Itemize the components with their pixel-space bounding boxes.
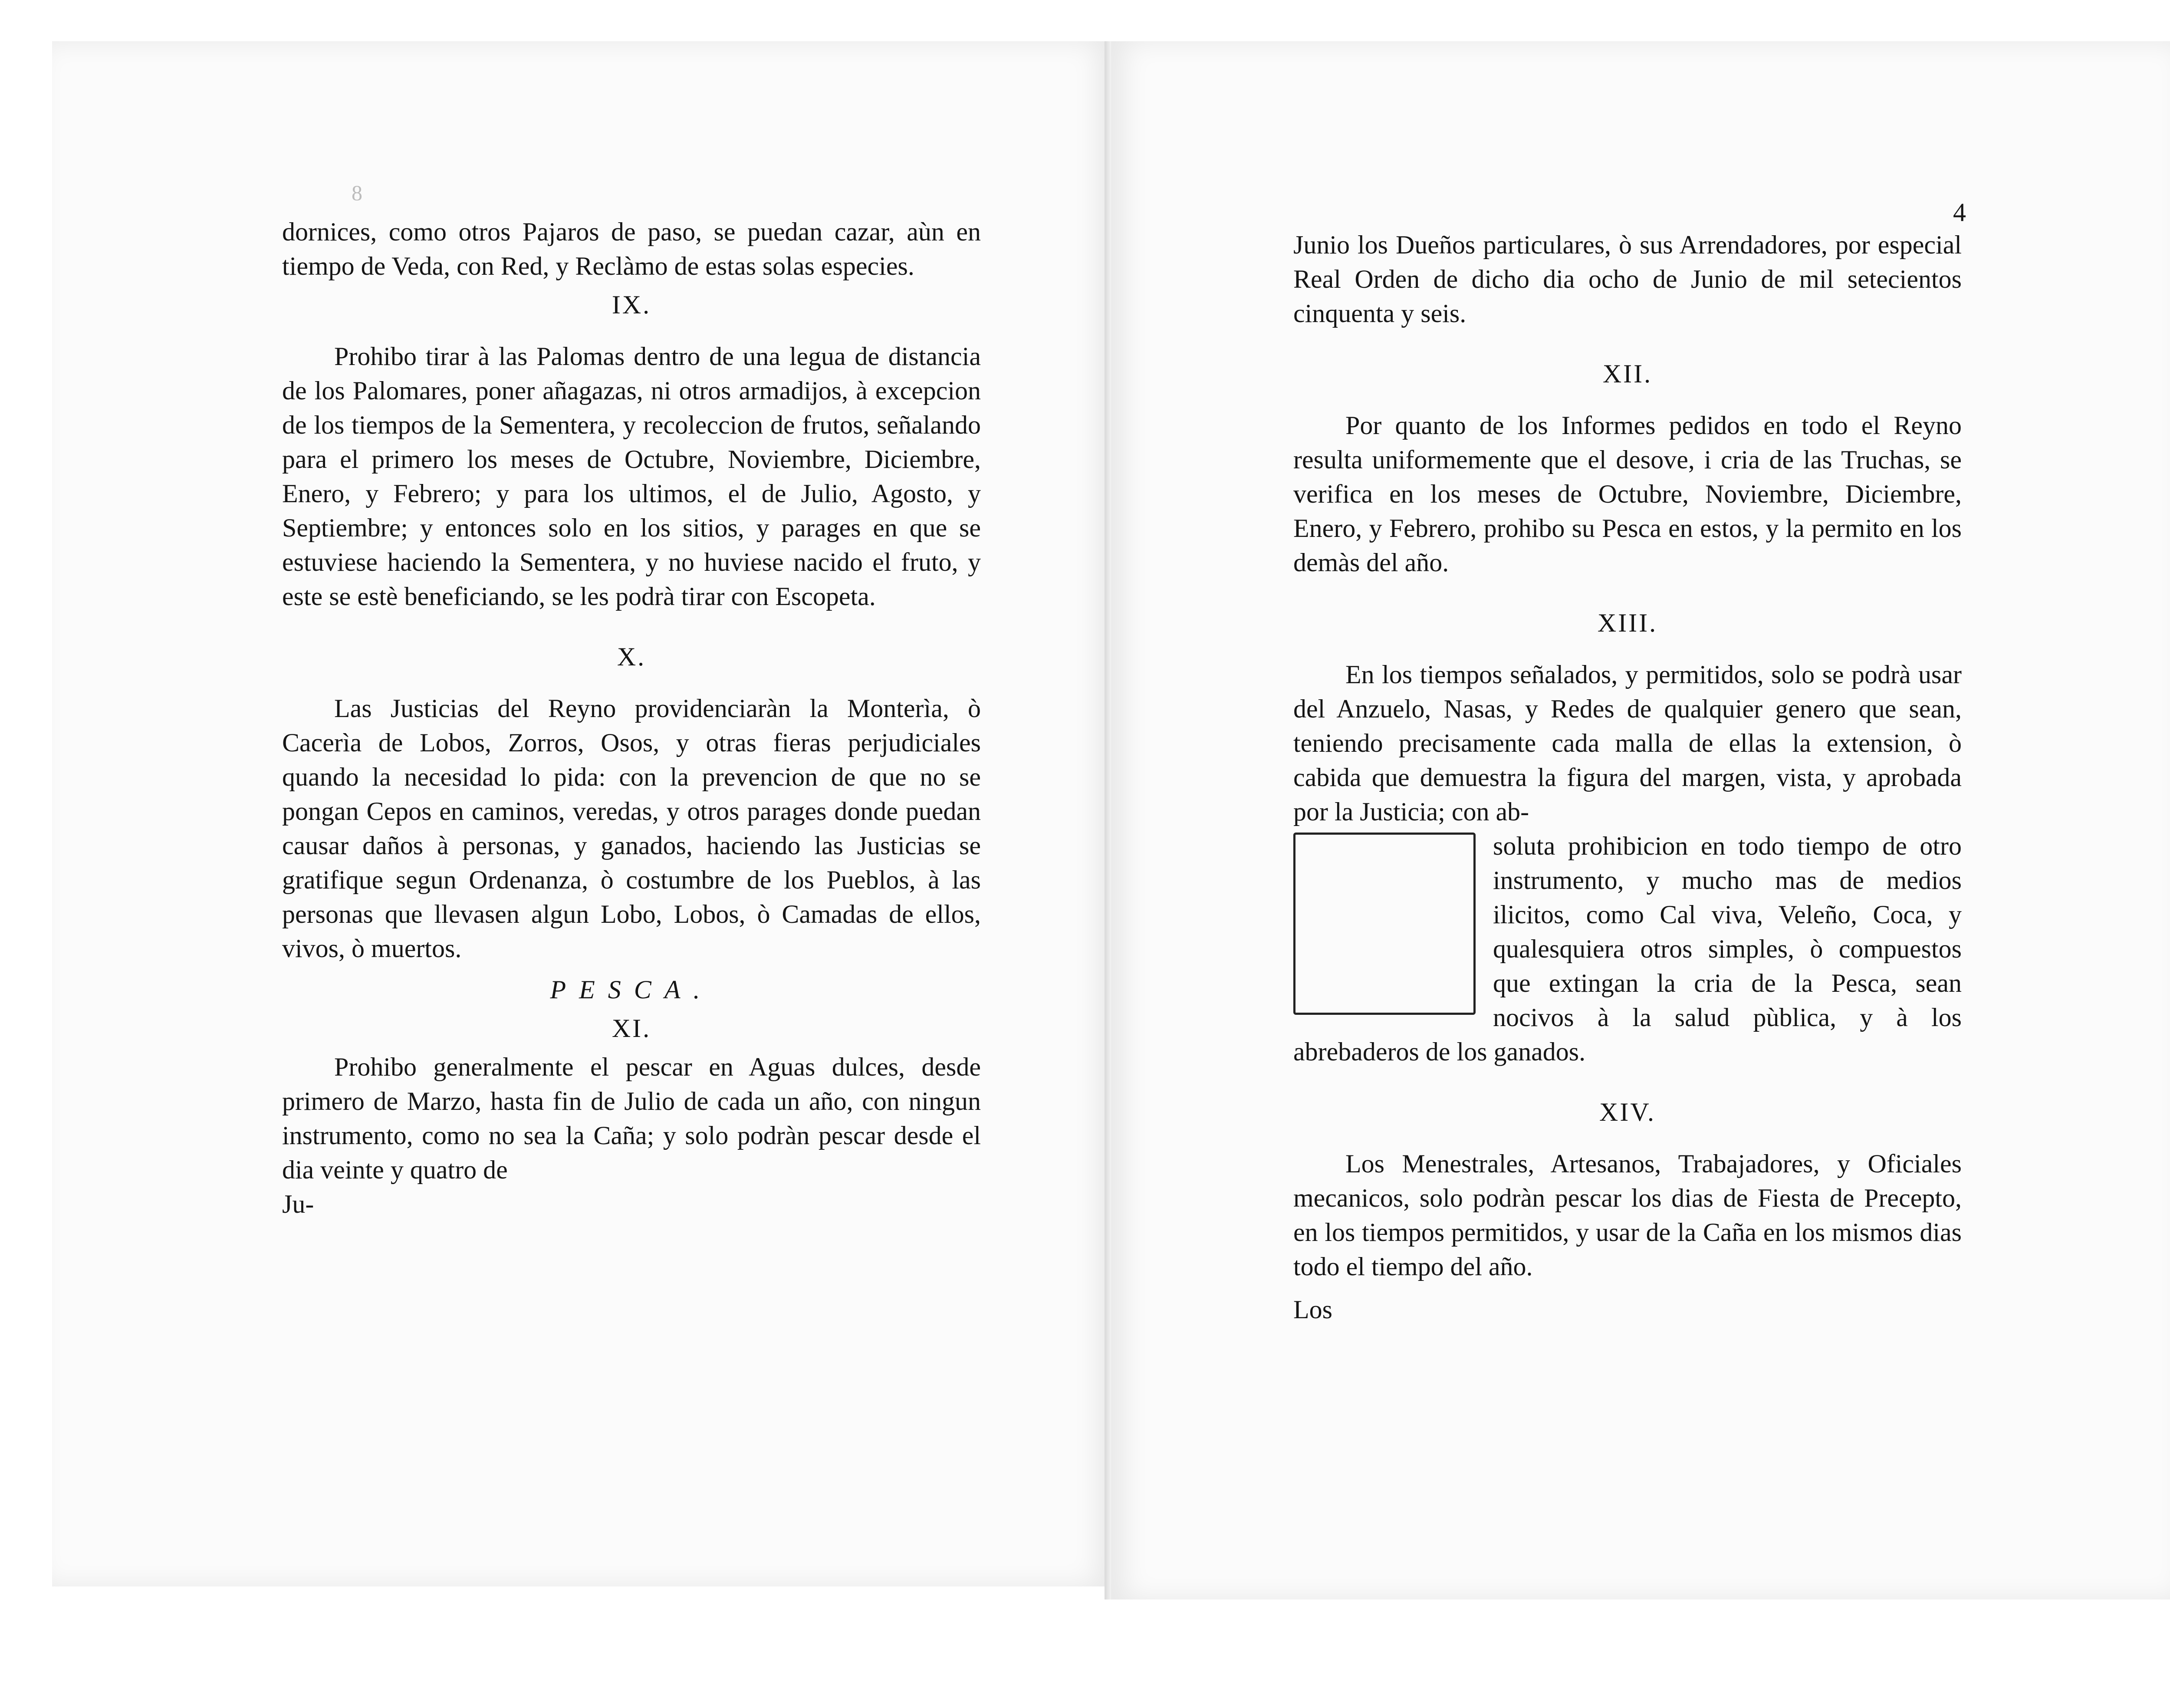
right-page-number: 4 <box>1953 198 1966 227</box>
section-xiii-text-continued: soluta prohibicion en todo tiempo de otro instrumento, y mucho mas de medios ilicitos, como Cal viva, Veleño, Coca, y qualesquiera otros simples, ò compuestos que extingan la cria de la Pesca, sean nocivos à la salud pùblica, y à los abrebaderos de los ganados. <box>1293 832 1962 1066</box>
section-ix-heading: IX. <box>612 290 651 319</box>
section-x-text: Las Justicias del Reyno providenciaràn la Monterìa, ò Cacerìa de Lobos, Zorros, Osos, y otras fieras perjudiciales quando la necesidad lo pida: con la prevencion de que no se pongan Cepos en caminos, veredas, y otros parages donde puedan causar daños à personas, y ganados, haciendo las Justicias se gratifique segun Ordenanza, ò costumbre de los Pueblos, à las personas que llevasen algun Lobo, Lobos, ò Camadas de ellos, vivos, ò muertos. <box>282 694 981 963</box>
left-page-text <box>282 215 981 1221</box>
left-page <box>52 41 1111 1586</box>
section-x-heading: X. <box>617 642 646 671</box>
section-xiv-heading: XIV. <box>1599 1098 1656 1126</box>
right-continuation: Junio los Dueños particulares, ò sus Arrendadores, por especial Real Orden de dicho dia ocho de Junio de mil setecientos cinquenta y seis. <box>1293 230 1962 328</box>
pesca-title: PESCA. <box>550 975 713 1004</box>
right-page <box>1111 41 2170 1599</box>
section-xii-heading: XII. <box>1602 359 1653 388</box>
left-continuation: dornices, como otros Pajaros de paso, se puedan cazar, aùn en tiempo de Veda, con Red, y Reclàmo de estas solas especies. <box>282 217 981 280</box>
right-catchword: Los <box>1293 1295 1332 1324</box>
section-xi-text: Prohibo generalmente el pescar en Aguas dulces, desde primero de Marzo, hasta fin de Julio de cada un año, con ningun instrumento, como no sea la Caña; y solo podràn pescar desde el dia veinte y quatro de <box>282 1053 981 1184</box>
section-xiii-text: En los tiempos señalados, y permitidos, solo se podrà usar del Anzuelo, Nasas, y Redes de qualquier genero que sean, teniendo precisamente cada malla de ellas la extension, ò cabida que demuestra la figura del margen, vista, y aprobada por la Justicia; con ab- <box>1293 660 1962 826</box>
section-xiv-text: Los Menestrales, Artesanos, Trabajadores, y Oficiales mecanicos, solo podràn pescar los dias de Fiesta de Precepto, en los tiempos permitidos, y usar de la Caña en los mismos dias todo el tiempo del año. <box>1293 1149 1962 1281</box>
right-page-text <box>1293 228 1962 1327</box>
section-xiii-figure-block <box>1293 829 1962 1069</box>
section-ix-text: Prohibo tirar à las Palomas dentro de una legua de distancia de los Palomares, poner añagazas, ni otros armadijos, à excepcion de los tiempos de la Sementera, y recoleccion de frutos, señalando para el primero los meses de Octubre, Noviembre, Diciembre, Enero, y Febrero; y para los ultimos, el de Julio, Agosto, y Septiembre; y entonces solo en los sitios, y parages en que se estuviese haciendo la Sementera, y no huviese nacido el fruto, y este se estè beneficiando, se les podrà tirar con Escopeta. <box>282 342 981 611</box>
section-xi-heading: XI. <box>612 1014 651 1043</box>
left-page-number: 8 <box>352 181 362 205</box>
section-xiii-heading: XIII. <box>1597 609 1658 637</box>
mesh-size-figure <box>1293 833 1476 1015</box>
left-catchword: Ju- <box>282 1190 314 1218</box>
section-xii-text: Por quanto de los Informes pedidos en todo el Reyno resulta uniformemente que el desove, i cria de las Truchas, se verifica en los meses de Octubre, Noviembre, Diciembre, Enero, y Febrero, prohibo su Pesca en estos, y la permito en los demàs del año. <box>1293 411 1962 577</box>
